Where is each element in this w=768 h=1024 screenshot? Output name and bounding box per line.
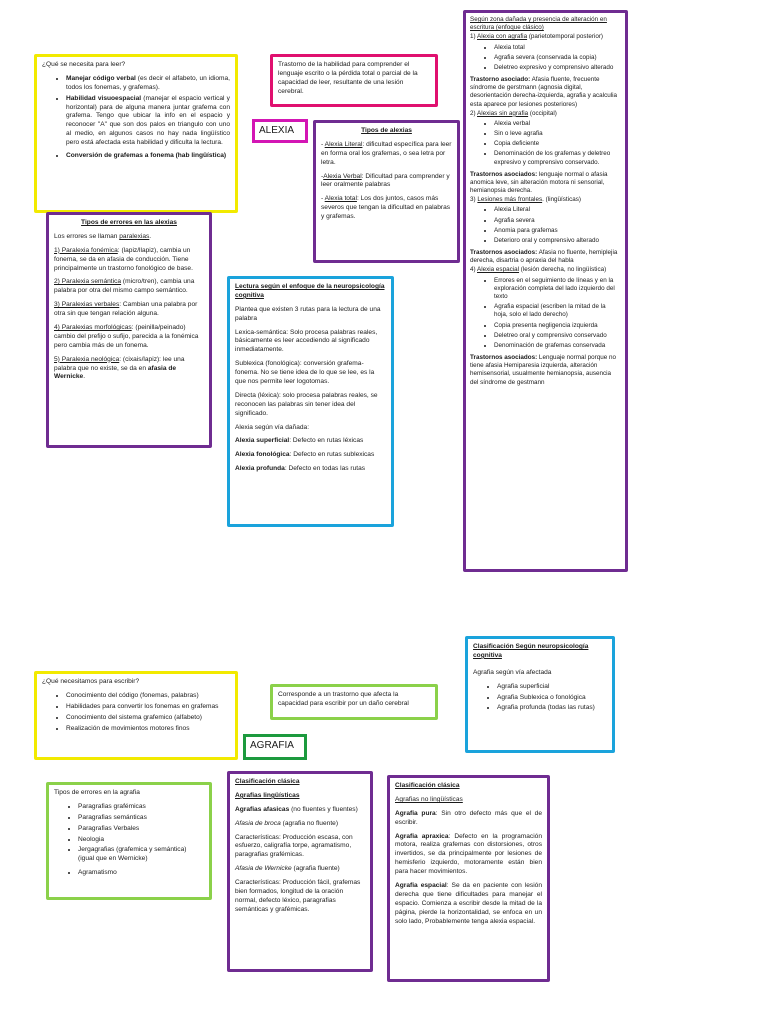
agrafia-label: AGRAFIA (243, 734, 307, 760)
agrafia-afasicas: Agrafias afasicas (no fluentes y fluentes) (235, 805, 358, 813)
zone-heading: 1) Alexia con agrafia (parietotemporal posterior) (470, 33, 604, 41)
list-item: Alexia superficial: Defecto en rutas léxicas (235, 437, 364, 445)
list-item: • Conversión de grafemas a fonema (hab lingüística) (66, 152, 230, 161)
list-item: Alexia fonológica: Defecto en rutas sublexicas (235, 451, 375, 459)
agrafia-classic2-box (387, 775, 550, 982)
agrafia-classic2-title: Clasificación clásica (395, 782, 460, 789)
agrafia-classic1-box (227, 771, 373, 972)
list-item: • Realización de movimientos motores finos (66, 725, 230, 734)
agrafia-wernicke-desc: Características: Producción fácil, grafemas bien formados, longitud de la oración normal, defecto léxico, paragrafias semánticas y grafémicas. (235, 879, 361, 913)
alexia-neuro-box (227, 276, 394, 527)
alexia-errors-title: Tipos de errores en las alexias (81, 219, 177, 226)
agrafia-errors-title: Tipos de errores en la agrafia (54, 789, 140, 796)
list-item: 4) Paralexias morfológicas: (peinilla/peinado) cambio del prefijo o sufijo, parecida a la fonémica pero cambia más de un fonema. (54, 324, 199, 349)
list-item: • Agrafia severa (conservada la copia) (494, 54, 621, 62)
list-item: • Errores en el seguimiento de líneas y en la exploración completa del lado izquierdo del texto (494, 277, 621, 302)
alexia-neuro-p4: Directa (léxica): solo procesa palabras reales, se reconocen las palabras sin tener idea del significado. (235, 391, 378, 417)
list-item: • Jergagrafias (grafemica y semántica) (igual que en Wernicke) (78, 846, 204, 864)
list-item: Alexia profunda: Defecto en todas las rutas (235, 465, 366, 473)
agrafia-needs-box (34, 671, 238, 760)
list-item: • Agrafia Sublexica o fonológica (497, 694, 607, 703)
alexia-needs-box (34, 54, 238, 213)
zone-heading: 3) Lesiones más frontales. (lingüísticas) (470, 196, 581, 204)
agrafia-wernicke: Afasia de Wernicke (agrafia fluente) (235, 865, 340, 873)
agrafia-classic1-title: Clasificación clásica (235, 778, 300, 785)
list-item: • Conocimiento del sistema grafemico (alfabeto) (66, 714, 230, 723)
list-item: • Sin o leve agrafia (494, 130, 621, 138)
agrafia-neuro-intro: Agrafia según vía afectada (473, 668, 552, 676)
agrafia-classic1-subtitle: Agrafias lingüísticas (235, 791, 300, 799)
list-item: • Anomia para grafemas (494, 227, 621, 235)
list-item: • Alexia Literal (494, 206, 621, 214)
alexia-definition: Trastorno de la habilidad para comprender el lenguaje escrito o la pérdida total o parcial de la capacidad de leer, resultante de una lesión cerebral. (278, 61, 418, 95)
list-item: 3) Paralexias verbales: Cambian una palabra por otra sin que tengan relación alguna. (54, 301, 198, 318)
alexia-label: ALEXIA (252, 119, 308, 143)
agrafia-errors-box (46, 782, 212, 900)
zone-heading: 2) Alexias sin agrafia (occipital) (470, 109, 557, 117)
zone-assoc: Trastornos asociados: Lenguaje normal porque no tiene afasia Hemiparesia izquierda, alteración hemisensorial, usualmente hemianopsia, ausencia del síndrome de gestmann (470, 354, 616, 386)
list-item: • Agrafia superficial (497, 683, 607, 692)
agrafia-neuro-list (473, 683, 607, 714)
agrafia-definition-box (270, 684, 438, 720)
agrafia-espacial: Agrafia espacial: Se da en paciente con lesión derecha que tiene dificultades para manejar el espacio. Comienza a escribir desde la mitad de la página, pierde la horizontalidad, se enfoca en un solo lado, Probablemente tenga alexia espacial. (395, 882, 542, 925)
list-item: • Alexia total (494, 44, 621, 52)
list-item: -Alexia Verbal: Dificultad para comprender y leer oralmente palabras (321, 172, 450, 189)
alexia-neuro-p5: Alexia según vía dañada: (235, 423, 310, 431)
list-item: - Alexia Literal: dificultad específica para leer en forma oral los grafemas, o sea letra por letra. (321, 140, 452, 166)
list-item: • Agrafia espacial (escriben la mitad de la hoja, solo el lado derecho) (494, 303, 621, 319)
list-item: - Alexia total: Los dos juntos, casos más severos que tengan la dificultad en palabras y grafemas. (321, 195, 451, 221)
list-item: • Agrafia severa (494, 217, 621, 225)
agrafia-apraxica: Agrafia apraxica: Defecto en la programación motora, realiza grafemas con distorsiones, otros invertidos, se da principalmente por lesiones de hemisferio izquierdo, motoramente están bien para hacer movimientos. (395, 832, 542, 876)
alexia-neuro-p3: Sublexica (fonológica): conversión grafema-fonema. No se tiene idea de lo que se lee, es la que nos permite leer logotomas. (235, 360, 375, 386)
zone-list (470, 44, 621, 73)
alexia-types-box (313, 120, 460, 263)
agrafia-neuro-box (465, 636, 615, 753)
alexia-errors-box (46, 212, 212, 448)
zone-assoc: Trastornos asociados: Afasia no fluente, hemiplejia derecha, disartria o apraxia del habla (470, 249, 618, 265)
alexia-types-title: Tipos de alexias (361, 127, 412, 134)
list-item: • Habilidades para convertir los fonemas en grafemas (66, 703, 230, 712)
list-item: • Paragrafias semánticas (78, 814, 204, 823)
agrafia-errors-list (54, 803, 204, 878)
list-item: 1) Paralexia fonémica: (lapiz/llapiz), cambia un fonema, se da en afasia de conducción. Tiene principalmente un trastorno fonológico de base. (54, 246, 193, 272)
alexia-neuro-p1: Plantea que existen 3 rutas para la lectura de una palabra (235, 305, 381, 322)
alexia-needs-question: ¿Qué se necesita para leer? (42, 61, 126, 68)
alexia-zones-box (463, 10, 628, 572)
zone-list (470, 277, 621, 350)
alexia-neuro-p2: Lexica-semántica: Solo procesa palabras reales, básicamente es leer accediendo al significado inmediatamente. (235, 328, 378, 354)
agrafia-pura: Agrafia pura: Sin otro defecto más que el de escribir. (395, 809, 543, 826)
agrafia-neuro-title: Clasificación Según neuropsicología cognitiva (473, 643, 589, 659)
list-item: • Copia presenta negligencia izquierda (494, 322, 621, 330)
list-item: • Copia deficiente (494, 140, 621, 148)
list-item: • Deletreo oral y comprensivo conservado (494, 332, 621, 340)
agrafia-broca-desc: Características: Producción escasa, con esfuerzo, caligrafía torpe, agramatismo, paragrafias grafémicas. (235, 833, 353, 859)
alexia-neuro-title: Lectura según el enfoque de la neuropsicología cognitiva (235, 283, 385, 299)
zone-list (470, 206, 621, 245)
agrafia-classic2-subtitle: Agrafias no lingüísticas (395, 795, 463, 803)
list-item: • Paragrafias Verbales (78, 825, 204, 834)
zone-heading: 4) Alexia espacial (lesión derecha, no lingüística) (470, 266, 607, 274)
zone-list (470, 120, 621, 167)
list-item: • Denominación de los grafemas y deletreo expresivo y comprensivo conservado. (494, 150, 621, 166)
list-item: • Paragrafias grafémicas (78, 803, 204, 812)
agrafia-needs-question: ¿Qué necesitamos para escribir? (42, 678, 140, 685)
agrafia-definition: Corresponde a un trastorno que afecta la capacidad para escribir por un daño cerebral (278, 691, 409, 707)
alexia-errors-intro: Los errores se llaman paralexias. (54, 232, 152, 240)
agrafia-needs-list (42, 692, 230, 734)
list-item: • Habilidad visuoespacial (manejar el espacio vertical y horizontal) para de alguna manera juntar grafema con grafema. Tengo que ubicar la info en el espacio y reconocer "A" que son dos palos en triangulo con uno al medio, en algunos casos no hay nada lingüístico pero está afectada esta habilidad y dificulta la lectura. (66, 95, 230, 148)
list-item: • Deterioro oral y comprensivo alterado (494, 237, 621, 245)
list-item: • Deletreo expresivo y comprensivo alterado (494, 64, 621, 72)
agrafia-broca: Afasia de broca (agrafia no fluente) (235, 819, 339, 827)
list-item: • Conocimiento del código (fonemas, palabras) (66, 692, 230, 701)
alexia-needs-list (42, 75, 230, 161)
alexia-definition-box (270, 54, 438, 107)
list-item: 5) Paralexia neológica: (cixais/lapiz): lee una palabra que no existe, se da en afasia de Wernicke. (54, 355, 185, 381)
zone-assoc: Trastornos asociados: lenguaje normal o afasia anomica leve, sin alteración motora ni sensorial, hemianopsia derecha. (470, 170, 608, 195)
list-item: • Neologia (78, 836, 204, 845)
list-item: • Agrafia profunda (todas las rutas) (497, 704, 607, 713)
list-item: • Manejar código verbal (es decir el alfabeto, un idioma, todos los fonemas, y grafemas). (66, 75, 230, 93)
list-item: 2) Paralexia semántica (micro/tren), cambia una palabra por otra del mismo campo semántico. (54, 278, 195, 295)
alexia-zones-title: Según zona dañada y presencia de alteración en escritura (enfoque clásico) (470, 16, 607, 32)
list-item: • Alexia verbal (494, 120, 621, 128)
zone-assoc: Trastorno asociado: Afasia fluente, frecuente síndrome de gerstmann (agnosia digital, desorientación derecha-izquierda, agrafia y acalculia esta aparece por lesiones posteriores) (470, 76, 618, 108)
list-item: • Agramatismo (78, 869, 204, 878)
list-item: • Denominación de grafemas conservada (494, 342, 621, 350)
